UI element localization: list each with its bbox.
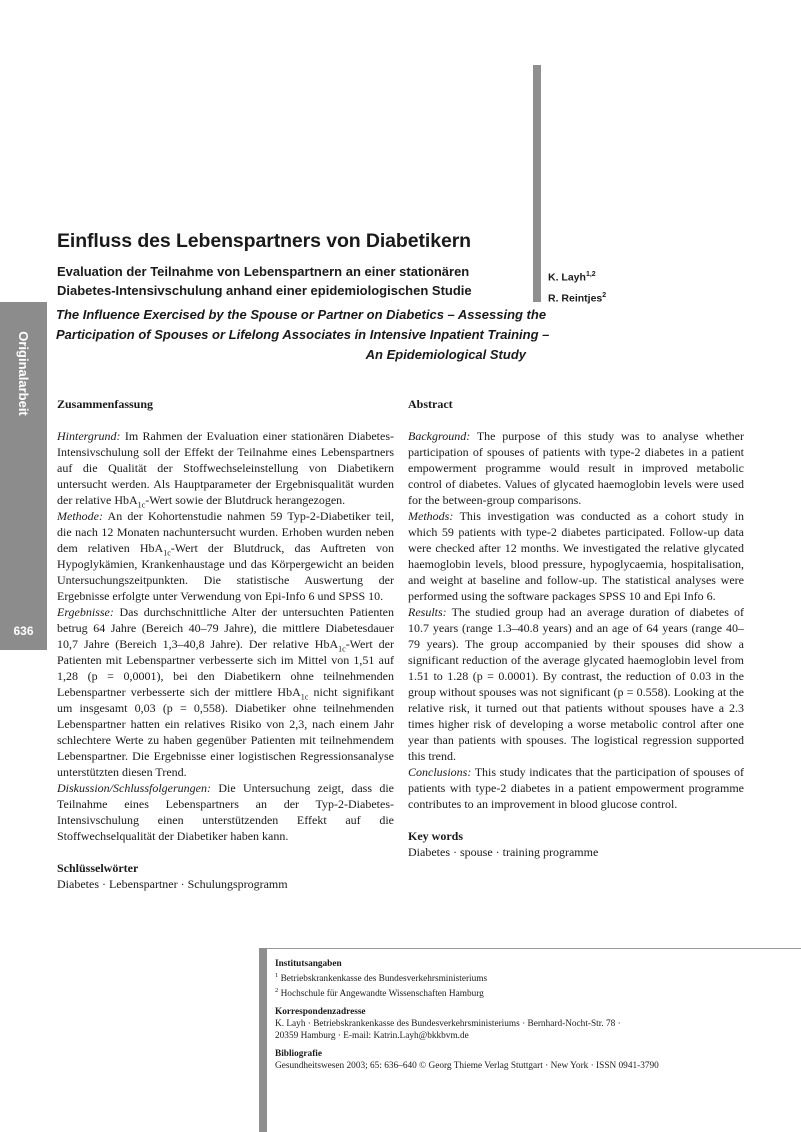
- zusammenfassung-heading: Zusammenfassung: [57, 397, 154, 411]
- correspondence-email-line: 20359 Hamburg · E-mail: Katrin.Layh@bkkbvm.de: [275, 1031, 469, 1042]
- conclusions-paragraph: Conclusions: This study indicates that the participation of spouses of patients with type-2 diabetes in a patient empowerment programme contributes to an improvement in blood glucose control.: [408, 765, 744, 811]
- correspondence-line: K. Layh · Betriebskrankenkasse des Bundesverkehrsministeriums · Bernhard-Nocht-Str. 78 ·: [275, 1019, 621, 1030]
- english-title-line: An Epidemiological Study: [365, 347, 526, 362]
- article-info-box: [275, 958, 795, 1072]
- english-title: [56, 305, 550, 365]
- methode-paragraph: Methode: An der Kohortenstudie nahmen 59 Typ-2-Diabetiker teil, die nach 12 Monaten nachuntersucht wurden. Erhoben wurden neben dem relativen HbA$_{1c}$-Wert der Blutdruck, das Auftreten von Hypoglykämien, Krankenhaustage und das Körpergewicht an beiden Untersuchungszeitpunkten. Die statistische Auswertung der Ergebnisse erfolgte unter Verwendung von Epi-Info 6 und SPSS 10.: [57, 509, 395, 603]
- schluesselwoerter-heading: Schlüsselwörter: [57, 861, 139, 875]
- page-number: 636: [13, 624, 34, 638]
- subtitle-line: Evaluation der Teilnahme von Lebenspartnern an einer stationären: [57, 264, 470, 279]
- key-words-heading: Key words: [408, 829, 463, 843]
- correspondence-heading: Korrespondenzadresse: [275, 1007, 366, 1018]
- author: R. Reintjes$^2$: [548, 291, 607, 304]
- article-subtitle: [57, 262, 527, 300]
- institution-2: $^2$ Hochschule für Angewandte Wissenschaften Hamburg: [275, 987, 484, 1000]
- institution-1: $^1$ Betriebskrankenkasse des Bundesverkehrsministeriums: [275, 972, 488, 985]
- english-title-line: The Influence Exercised by the Spouse or Partner on Diabetics – Assessing the: [56, 307, 547, 322]
- background-paragraph: Background: The purpose of this study was to analyse whether participation of spouses of patients with type-2 diabetes in a patient empowerment programme would result in improved metabolic control of diabetes. Values of glycated haemoglobin levels were used for the between-group comparisons.: [408, 429, 744, 507]
- ergebnisse-paragraph: Ergebnisse: Das durchschnittliche Alter der untersuchten Patienten betrug 64 Jahre (Bereich 40–79 Jahre), die mittlere Diabetesdauer 10,7 Jahre (Bereich 1,3–40,8 Jahre). Der relative HbA$_{1c}$-Wert der Patienten mit Lebenspartner verbesserte sich im Mittel von 1,51 auf 1,28 (p = 0,0001), bei den Diabetikern ohne teilnehmenden Lebenspartner verbesserte sich der mittlere HbA$_{1c}$ nicht signifikant um insgesamt 0,03 (p = 0,558). Diabetiker ohne teilnehmenden Lebenspartner hatten ein relatives Risiko von 2,3, nach einem Jahr schlechtere Werte zu haben gegenüber Patienten mit teilnehmendem Lebenspartner. Die Ergebnisse einer logistischen Regressionsanalyse unterstützten diesen Trend.: [57, 605, 395, 779]
- bibliography-heading: Bibliografie: [275, 1049, 322, 1060]
- info-vertical-rule: [259, 948, 267, 1132]
- info-horizontal-rule: [267, 948, 801, 949]
- methods-paragraph: Methods: This investigation was conducted as a cohort study in which 59 patients with type-2 diabetes participated. Follow-up data were checked after 12 months. We investigated the relative glycated haemoglobin levels, blood pressure, hypoglycaemia, hospitalisation, and weight at baseline and follow-up. The statistical analyses were performed using the software packages SPSS 10 and Epi Info 6.: [408, 509, 744, 603]
- article-title: Einfluss des Lebenspartners von Diabetikern: [57, 230, 471, 252]
- hintergrund-paragraph: Hintergrund: Im Rahmen der Evaluation einer stationären Diabetes-Intensivschulung soll der Effekt der Teilnahme eines Lebenspartners auf die Qualität der Stoffwechseleinstellung von Diabetikern untersucht werden. Als Hauptparameter der Ergebnisqualität wurden der relative HbA$_{1c}$-Wert sowie der Blutdruck herangezogen.: [57, 429, 395, 510]
- article-type-label: Originalarbeit: [16, 330, 31, 416]
- zusammenfassung-column: [57, 396, 394, 892]
- author-list: [548, 266, 606, 307]
- author: K. Layh$^{1,2}$: [548, 271, 596, 284]
- institution-heading: Institutsangaben: [275, 959, 342, 969]
- english-title-line: Participation of Spouses or Lifelong Associates in Intensive Inpatient Training –: [56, 327, 550, 342]
- diskussion-paragraph: Diskussion/Schlussfolgerungen: Die Untersuchung zeigt, dass die Teilnahme eines Lebenspartners an der Typ-2-Diabetes-Intensivschulung einen unterstützenden Effekt auf die Stoffwechselqualität der Diabetiker haben kann.: [57, 781, 394, 843]
- abstract-column: [408, 396, 744, 860]
- results-paragraph: Results: The studied group had an average duration of diabetes of 10.7 years (range 1.3–40.8 years) and an age of 64 years (range 40–79 years). The group accompanied by their spouses did show a significant reduction of the average glycated haemoglobin level from 1.51 to 1.28 (p = 0.0001). By contrast, the reduction of 0.03 in the group without spouses was not significant (p = 0.558). Looking at the relative risk, it turned out that patients without spouses have a 2.3 times higher risk of developing a worse metabolic control after one year than patients with spouses. The logistical regression supported this trend.: [408, 605, 744, 763]
- bibliography-line: Gesundheitswesen 2003; 65: 636–640 © Georg Thieme Verlag Stuttgart · New York · ISSN 0941-3790: [275, 1061, 659, 1072]
- key-words-list: Diabetes · spouse · training programme: [408, 845, 599, 859]
- schluesselwoerter-list: Diabetes · Lebenspartner · Schulungsprogramm: [57, 877, 288, 891]
- abstract-heading: Abstract: [408, 397, 453, 411]
- subtitle-line: Diabetes-Intensivschulung anhand einer epidemiologischen Studie: [57, 283, 472, 298]
- title-vertical-rule: [533, 65, 541, 302]
